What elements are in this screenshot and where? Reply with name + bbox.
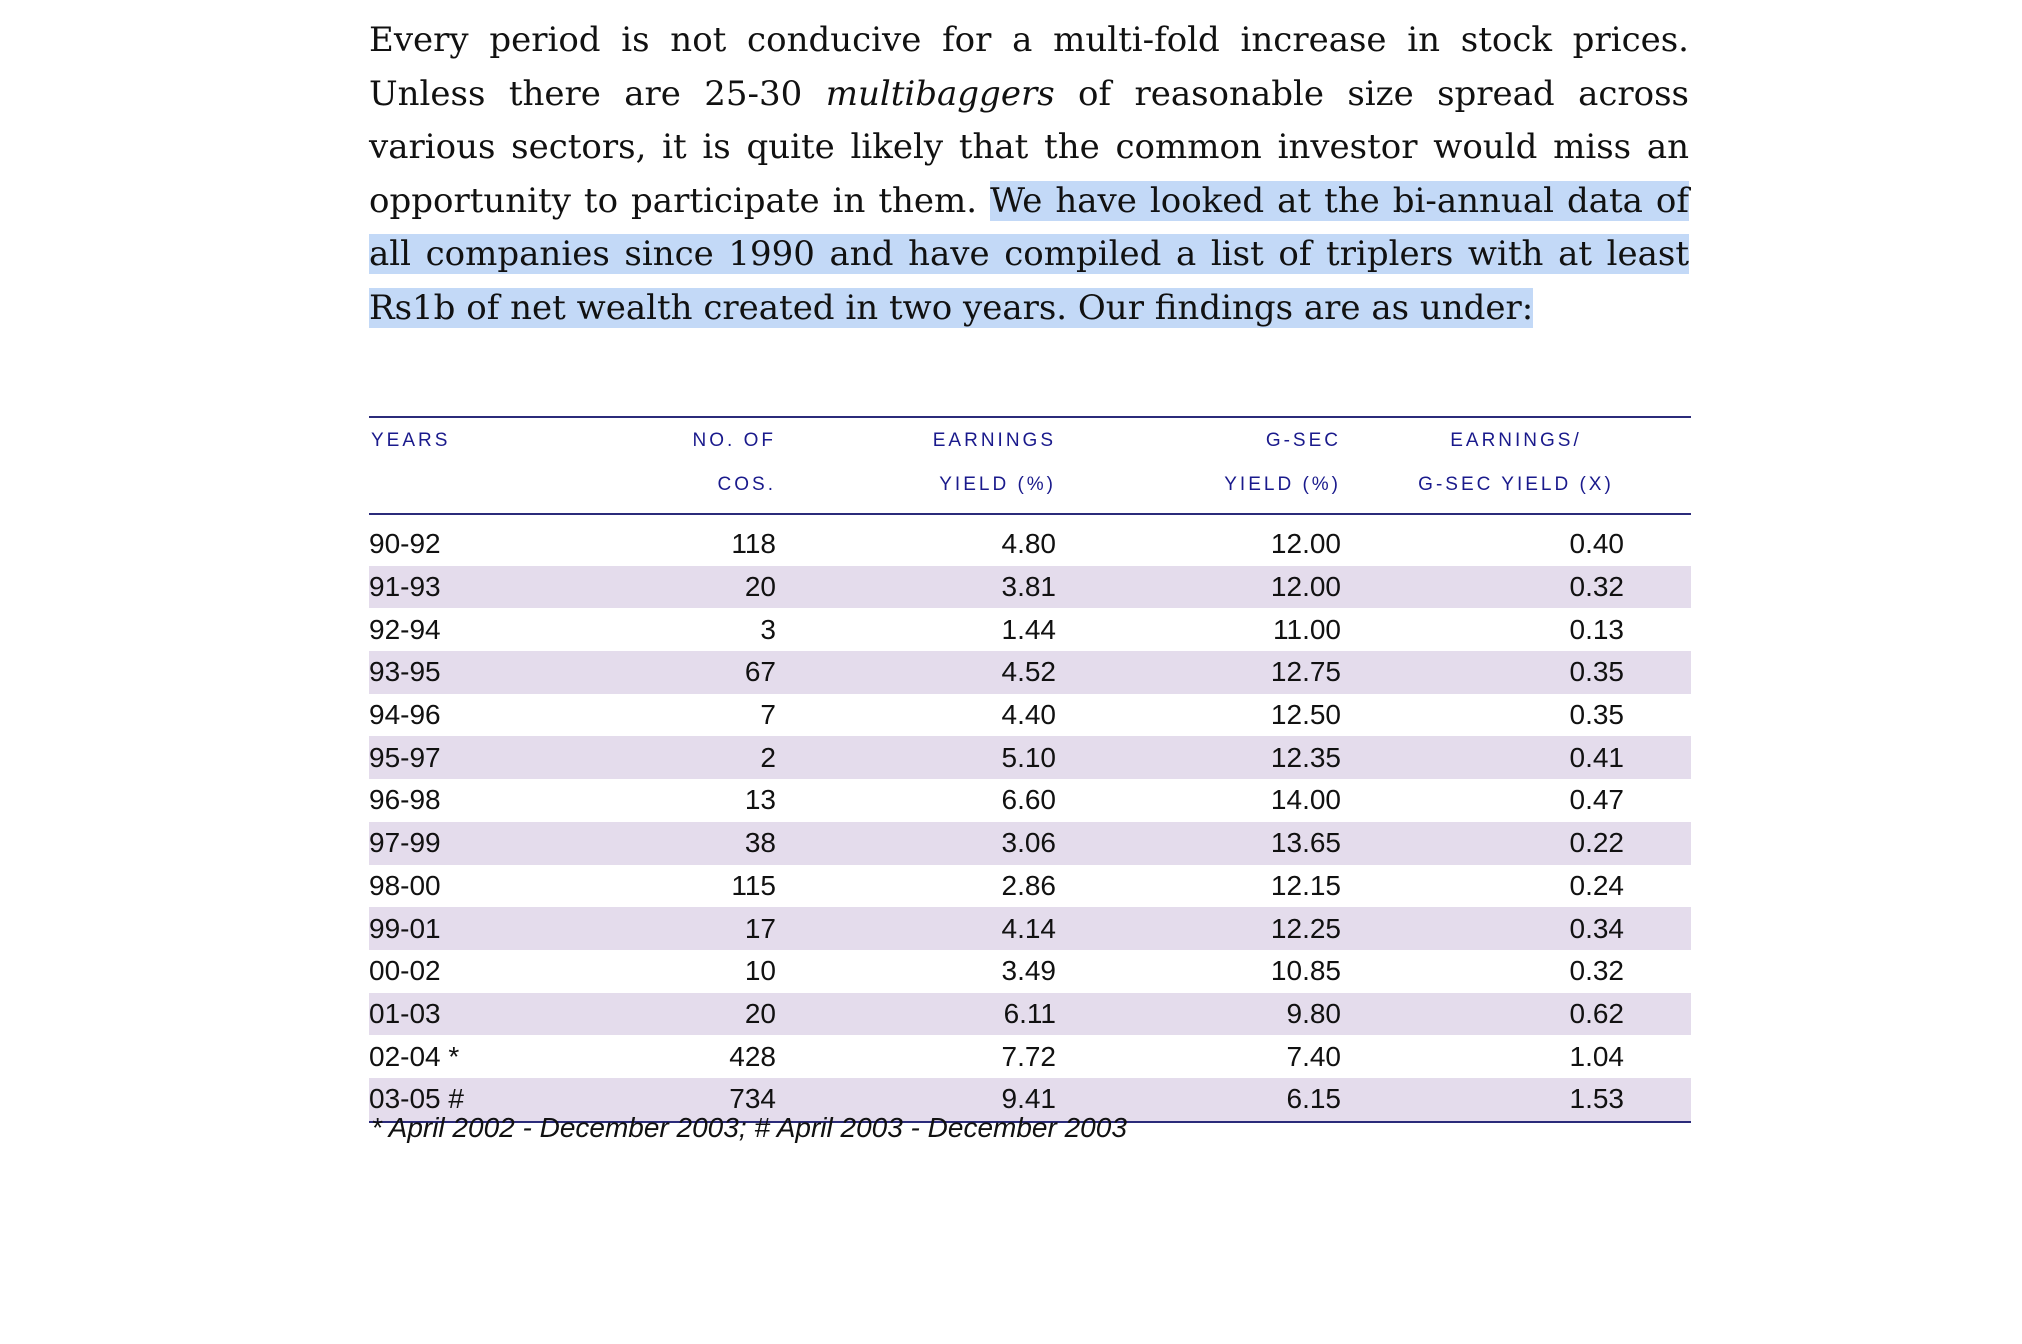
cell-gsec-yield: 12.50 — [1270, 699, 1341, 731]
table-header — [369, 417, 1691, 514]
header-years: YEARS — [369, 417, 541, 470]
cell-ratio: 0.47 — [1569, 784, 1624, 816]
cell-ratio: 0.22 — [1341, 822, 1691, 865]
cell-gsec-yield: 7.40 — [1286, 1040, 1341, 1072]
cell-no-of-cos: 734 — [541, 1078, 776, 1122]
cell-no-of-cos: 3 — [760, 613, 776, 645]
cell-gsec-yield: 9.80 — [1056, 993, 1341, 1036]
cell-ratio: 0.32 — [1569, 955, 1624, 987]
header-g-sec: G-SEC — [1056, 417, 1341, 470]
cell-ratio: 0.13 — [1569, 613, 1624, 645]
table-row — [369, 608, 1691, 651]
cell-years: 03-05 # — [369, 1078, 541, 1122]
table-row — [369, 514, 1691, 566]
cell-no-of-cos: 115 — [731, 869, 776, 901]
cell-years: 02-04 * — [369, 1040, 460, 1072]
data-table-container — [369, 416, 1689, 1123]
header-row-1 — [369, 417, 1691, 470]
cell-years: 94-96 — [369, 699, 441, 731]
cell-earnings-yield: 3.06 — [776, 822, 1056, 865]
cell-no-of-cos: 7 — [760, 699, 776, 731]
cell-gsec-yield: 14.00 — [1270, 784, 1341, 816]
cell-years: 92-94 — [369, 613, 441, 645]
cell-ratio: 0.41 — [1341, 736, 1691, 779]
cell-no-of-cos: 20 — [541, 993, 776, 1036]
cell-gsec-yield: 12.25 — [1056, 907, 1341, 950]
selected-text-highlight[interactable]: We have looked at the bi-annual data of all companies since 1990 and have compiled a list of triplers with at least Rs1b of net wealth created in two years. Our findings are as under: — [369, 180, 1689, 328]
cell-earnings-yield: 4.14 — [776, 907, 1056, 950]
cell-years: 91-93 — [369, 566, 541, 609]
cell-ratio: 1.04 — [1569, 1040, 1624, 1072]
table-row — [369, 822, 1691, 865]
cell-gsec-yield: 6.15 — [1056, 1078, 1341, 1122]
cell-no-of-cos: 17 — [541, 907, 776, 950]
table-row — [369, 736, 1691, 779]
cell-years: 98-00 — [369, 869, 441, 901]
cell-earnings-yield: 4.80 — [1001, 528, 1056, 560]
cell-earnings-yield: 3.81 — [776, 566, 1056, 609]
cell-no-of-cos: 67 — [541, 651, 776, 694]
cell-no-of-cos: 20 — [541, 566, 776, 609]
table-row — [369, 907, 1691, 950]
table-body — [369, 514, 1691, 1122]
table-row — [369, 950, 1691, 993]
table-row — [369, 993, 1691, 1036]
cell-gsec-yield: 11.00 — [1273, 613, 1341, 645]
cell-ratio: 1.53 — [1341, 1078, 1691, 1122]
paragraph-text-1: Every period is not conducive for a multi-fold increase in stock prices. Unless there are 25-30 — [369, 20, 1689, 114]
cell-gsec-yield: 12.00 — [1270, 528, 1341, 560]
cell-no-of-cos: 118 — [731, 528, 776, 560]
cell-no-of-cos: 428 — [729, 1040, 776, 1072]
paragraph-text-2: of reasonable size spread across various sectors, it is quite likely that the common investor would miss an opportunity to participate in them. — [369, 73, 1690, 221]
cell-ratio: 0.24 — [1569, 869, 1624, 901]
cell-years: 90-92 — [369, 528, 441, 560]
header-earnings-ratio: EARNINGS/ — [1341, 417, 1691, 470]
paragraph-italic-term: multibaggers — [825, 73, 1055, 114]
header-row-2 — [369, 470, 1691, 514]
cell-years: 95-97 — [369, 736, 541, 779]
cell-gsec-yield: 12.35 — [1056, 736, 1341, 779]
cell-earnings-yield: 2.86 — [1001, 869, 1056, 901]
table-row — [369, 694, 1691, 737]
cell-no-of-cos: 38 — [541, 822, 776, 865]
cell-earnings-yield: 5.10 — [776, 736, 1056, 779]
cell-earnings-yield: 6.60 — [1001, 784, 1056, 816]
cell-gsec-yield: 12.75 — [1056, 651, 1341, 694]
table-footnote: * April 2002 - December 2003; # April 2003 - December 2003 — [371, 1112, 1127, 1143]
cell-ratio: 0.62 — [1341, 993, 1691, 1036]
cell-earnings-yield: 6.11 — [776, 993, 1056, 1036]
cell-gsec-yield: 12.15 — [1270, 869, 1341, 901]
header-no-of: NO. OF — [541, 417, 776, 470]
header-gsec-yield: YIELD (%) — [1056, 470, 1341, 514]
table-row — [369, 651, 1691, 694]
header-cos: COS. — [541, 470, 776, 514]
header-ratio-sub: G-SEC YIELD (X) — [1341, 470, 1691, 514]
cell-earnings-yield: 9.41 — [776, 1078, 1056, 1122]
cell-no-of-cos: 13 — [744, 784, 776, 816]
cell-years: 93-95 — [369, 651, 541, 694]
table-row — [369, 1035, 1691, 1078]
cell-gsec-yield: 10.85 — [1270, 955, 1341, 987]
header-earnings-yield: YIELD (%) — [776, 470, 1056, 514]
header-earnings: EARNINGS — [776, 417, 1056, 470]
cell-gsec-yield: 13.65 — [1056, 822, 1341, 865]
cell-no-of-cos: 2 — [541, 736, 776, 779]
table-row — [369, 865, 1691, 908]
cell-gsec-yield: 12.00 — [1056, 566, 1341, 609]
cell-no-of-cos: 10 — [744, 955, 776, 987]
cell-years: 00-02 — [369, 955, 441, 987]
header-years-sub — [369, 470, 541, 514]
cell-years: 97-99 — [369, 822, 541, 865]
cell-earnings-yield: 4.40 — [1001, 699, 1056, 731]
cell-earnings-yield: 4.52 — [776, 651, 1056, 694]
cell-ratio: 0.32 — [1341, 566, 1691, 609]
triplers-table — [369, 416, 1691, 1123]
cell-ratio: 0.35 — [1569, 699, 1624, 731]
cell-years: 96-98 — [369, 784, 441, 816]
cell-earnings-yield: 3.49 — [1001, 955, 1056, 987]
cell-earnings-yield: 1.44 — [1001, 613, 1056, 645]
table-row — [369, 566, 1691, 609]
cell-ratio: 0.40 — [1569, 528, 1624, 560]
table-row — [369, 779, 1691, 822]
cell-earnings-yield: 7.72 — [1001, 1040, 1056, 1072]
cell-years: 01-03 — [369, 993, 541, 1036]
cell-ratio: 0.35 — [1341, 651, 1691, 694]
intro-paragraph — [369, 14, 1689, 335]
cell-years: 99-01 — [369, 907, 541, 950]
cell-ratio: 0.34 — [1341, 907, 1691, 950]
